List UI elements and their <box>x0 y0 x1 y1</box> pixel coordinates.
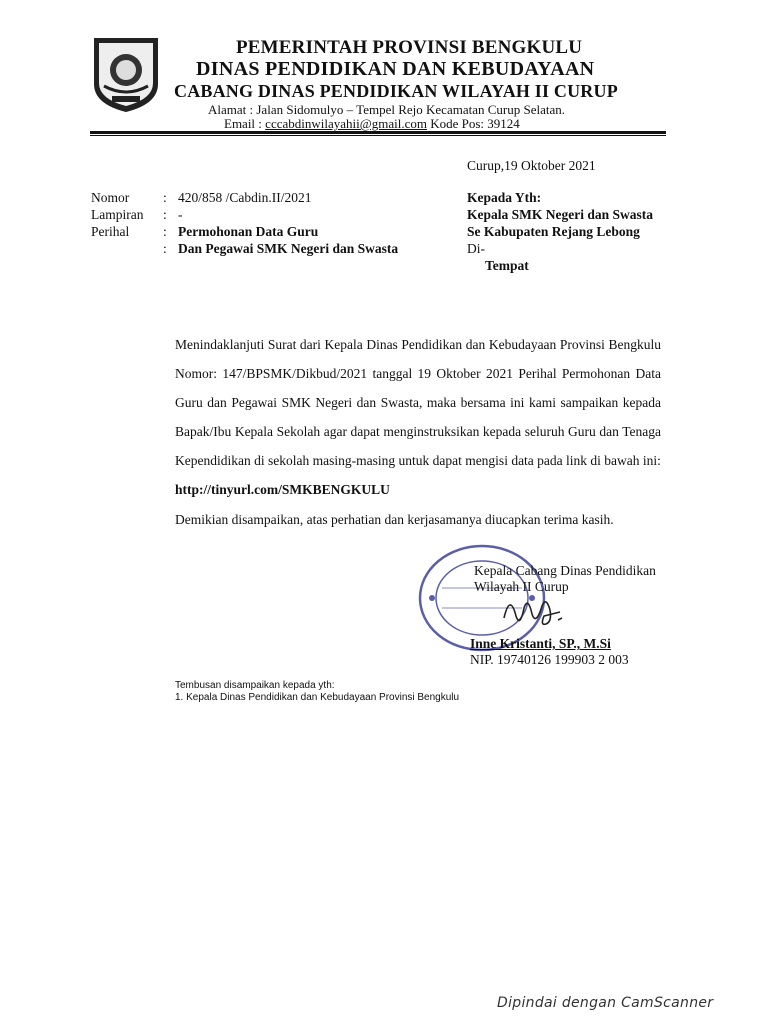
header-address: Alamat : Jalan Sidomulyo – Tempel Rejo Kecamatan Curup Selatan. <box>208 102 565 117</box>
postal-code: Kode Pos: 39124 <box>426 116 520 131</box>
header-government: PEMERINTAH PROVINSI BENGKULU <box>236 37 583 58</box>
perihal-line2: Dan Pegawai SMK Negeri dan Swasta <box>178 241 399 256</box>
recipient-line3: Se Kabupaten Rejang Lebong <box>467 224 640 239</box>
handwritten-signature <box>500 588 570 634</box>
body-text: Menindaklanjuti Surat dari Kepala Dinas Pendidikan dan Kebudayaan Provinsi Bengkulu Nomor: 147/BPSMK/Dikbud/2021 tanggal 19 Oktober 2021 Perihal Permohonan Data Guru dan Pegawai SMK Negeri dan Swasta, maka bersama ini kami sampaikan kepada Bapak/Ibu Kepala Sekolah agar dapat menginstruksikan kepada seluruh Guru dan Tenaga Kependidikan di sekolah masing-masing untuk dapat mengisi data pada link di bawah ini: <box>175 337 661 468</box>
header-branch: CABANG DINAS PENDIDIKAN WILAYAH II CURUP <box>174 81 618 101</box>
signatory-name: Inne Kristanti, SP., M.Si <box>470 636 611 651</box>
letter-date: Curup,19 Oktober 2021 <box>467 158 596 173</box>
header-department: DINAS PENDIDIKAN DAN KEBUDAYAAN <box>196 58 595 80</box>
copy-recipients <box>175 680 459 704</box>
survey-link[interactable]: http://tinyurl.com/SMKBENGKULU <box>175 482 390 497</box>
provincial-emblem-logo <box>90 34 162 114</box>
signatory-nip: NIP. 19740126 199903 2 003 <box>470 652 629 667</box>
recipient-line4: Di- <box>467 241 485 256</box>
email-address: cccabdinwilayahii@gmail.com <box>265 116 427 131</box>
perihal-label: Perihal <box>91 224 130 239</box>
nomor-label: Nomor <box>91 190 130 205</box>
closing-sentence: Demikian disampaikan, atas perhatian dan kerjasamanya diucapkan terima kasih. <box>175 512 614 527</box>
recipient-line5: Tempat <box>485 258 529 273</box>
nomor-colon: : <box>163 190 167 205</box>
recipient-salutation: Kepada Yth: <box>467 190 542 205</box>
email-label: Email : <box>224 116 266 131</box>
header-contact <box>224 116 520 132</box>
perihal-colon: : <box>163 224 167 239</box>
copy-item-1: 1. Kepala Dinas Pendidikan dan Kebudayaan Provinsi Bengkulu <box>175 692 460 703</box>
lampiran-colon: : <box>163 207 167 222</box>
signatory-title-line1: Kepala Cabang Dinas Pendidikan <box>474 563 656 578</box>
scanner-watermark: Dipindai dengan CamScanner <box>497 995 714 1011</box>
body-paragraph <box>175 330 661 504</box>
perihal-line1: Permohonan Data Guru <box>178 224 319 239</box>
nomor-value: 420/858 /Cabdin.II/2021 <box>178 190 312 205</box>
perihal-colon-2: : <box>163 241 167 256</box>
lampiran-value: - <box>178 207 183 222</box>
lampiran-label: Lampiran <box>91 207 144 222</box>
signatory-title-line2: Wilayah II Curup <box>474 579 569 594</box>
recipient-line2: Kepala SMK Negeri dan Swasta <box>467 207 654 222</box>
copy-heading: Tembusan disampaikan kepada yth: <box>175 680 335 691</box>
header-rule-thin <box>90 135 666 136</box>
header-rule-thick <box>90 131 666 134</box>
